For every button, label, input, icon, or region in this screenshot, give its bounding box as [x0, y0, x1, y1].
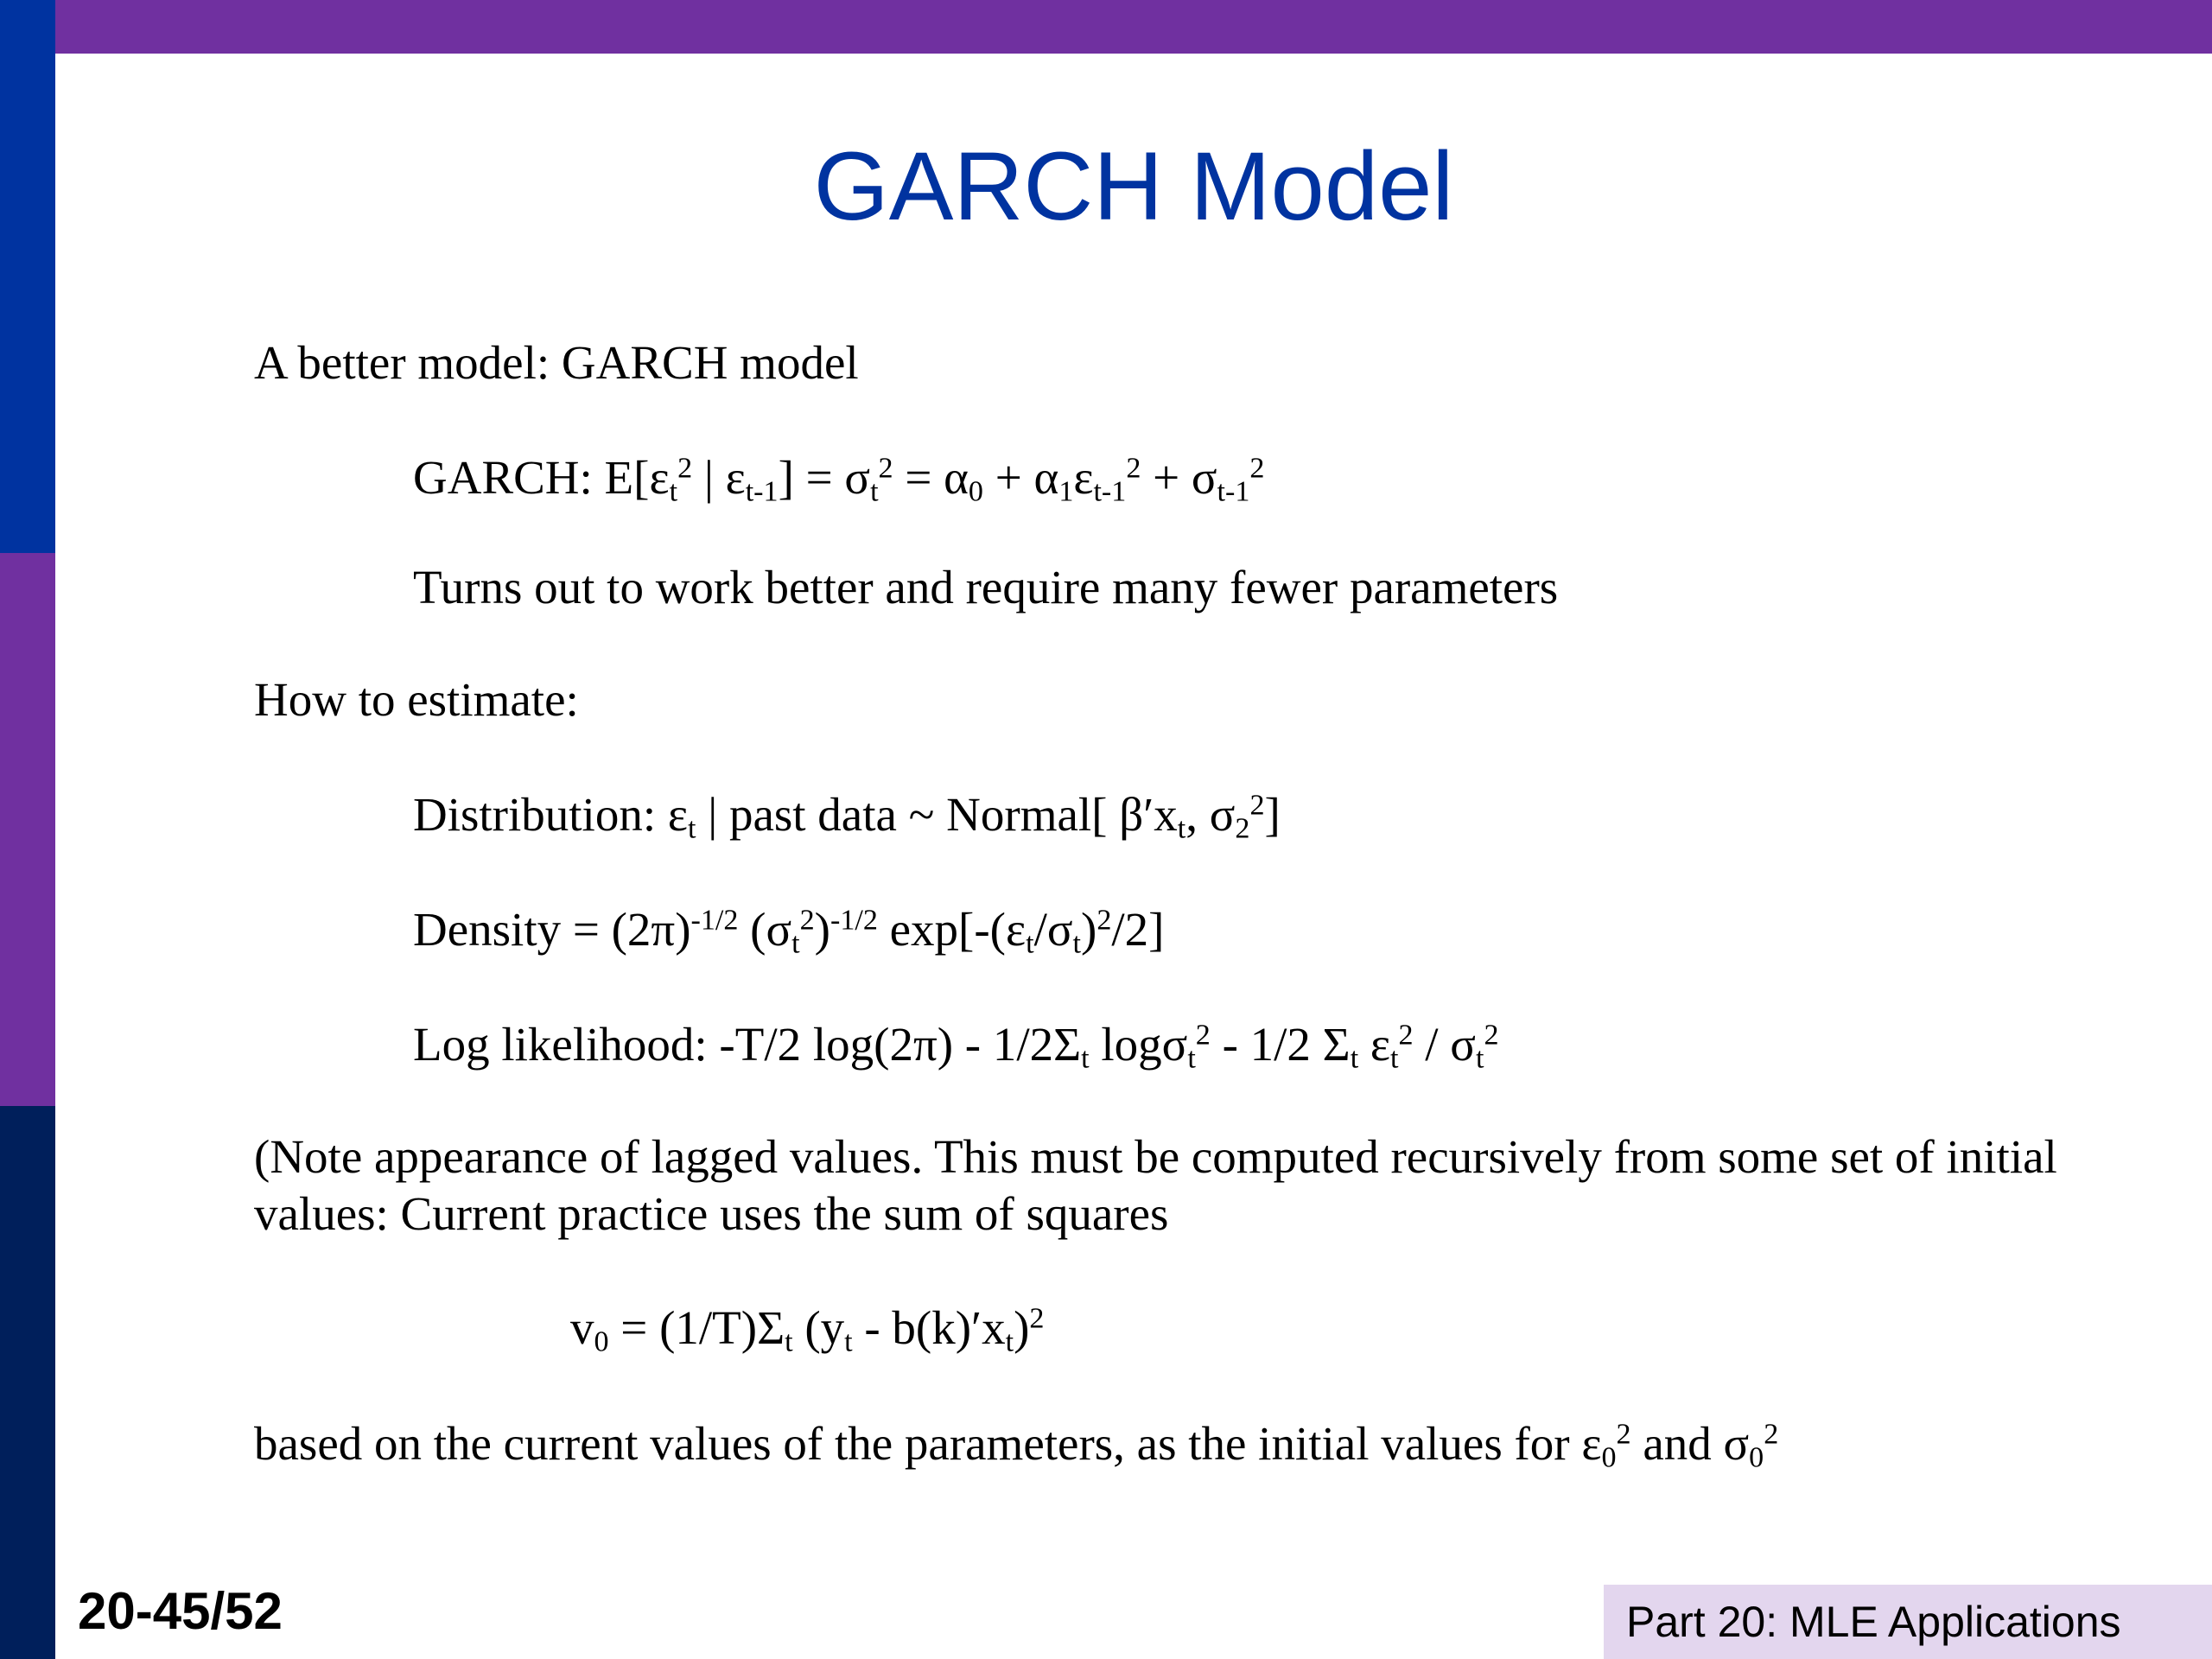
side-bar-navy: [0, 1106, 55, 1659]
side-bar-blue: [0, 0, 55, 553]
v0-equation: $v_0 = (1/T)\Sigma_t$ $(y_t - b(k)'x_t)^2$: [570, 1301, 1045, 1358]
garch-equation: GARCH: $E[\varepsilon_t^2$ | $\varepsilon_{t-1}] = \sigma_t^2 = \alpha_0 + \alpha_1\varepsilon_{t-1}^2 + \sigma_{t-1}^2$: [413, 451, 1265, 508]
based-on-line: based on the current values of the parameters, as the initial values for $\varepsilon_0^2$ and $\sigma_0^2$: [254, 1417, 1779, 1474]
how-to-estimate: How to estimate:: [254, 673, 579, 726]
section-label: Part 20: MLE Applications: [1604, 1585, 2212, 1659]
page-number: 20-45/52: [78, 1582, 283, 1640]
distribution-line: Distribution: $\varepsilon_t$ | past data ~ Normal[ $\beta'x_t$, $\sigma_2^2$]: [413, 788, 1281, 845]
density-line: Density = $(2\pi)^{-1/2}$ $(\sigma_t^2)^{-1/2}$ $\exp[-(\varepsilon_t/\sigma_t)^2/2]$: [413, 903, 1165, 960]
log-likelihood-line: Log likelihood: -T/2 $\log(2\pi) - 1/2\Sigma_t$ logσ$_t^2$ - 1/2 $\Sigma_t$ $\varepsilon_t^2 / \sigma_t^2$: [413, 1018, 1499, 1075]
turns-out-line: Turns out to work better and require many fewer parameters: [413, 561, 1559, 613]
side-bar-purple: [0, 553, 55, 1106]
top-accent-bar: [0, 0, 2212, 54]
slide-title: GARCH Model: [813, 132, 1454, 240]
note-line-1: (Note appearance of lagged values. This must be computed recursively from some set of initial: [254, 1130, 2057, 1183]
note-line-2: values: Current practice uses the sum of squares: [254, 1187, 1169, 1240]
intro-line: A better model: GARCH model: [254, 336, 859, 389]
